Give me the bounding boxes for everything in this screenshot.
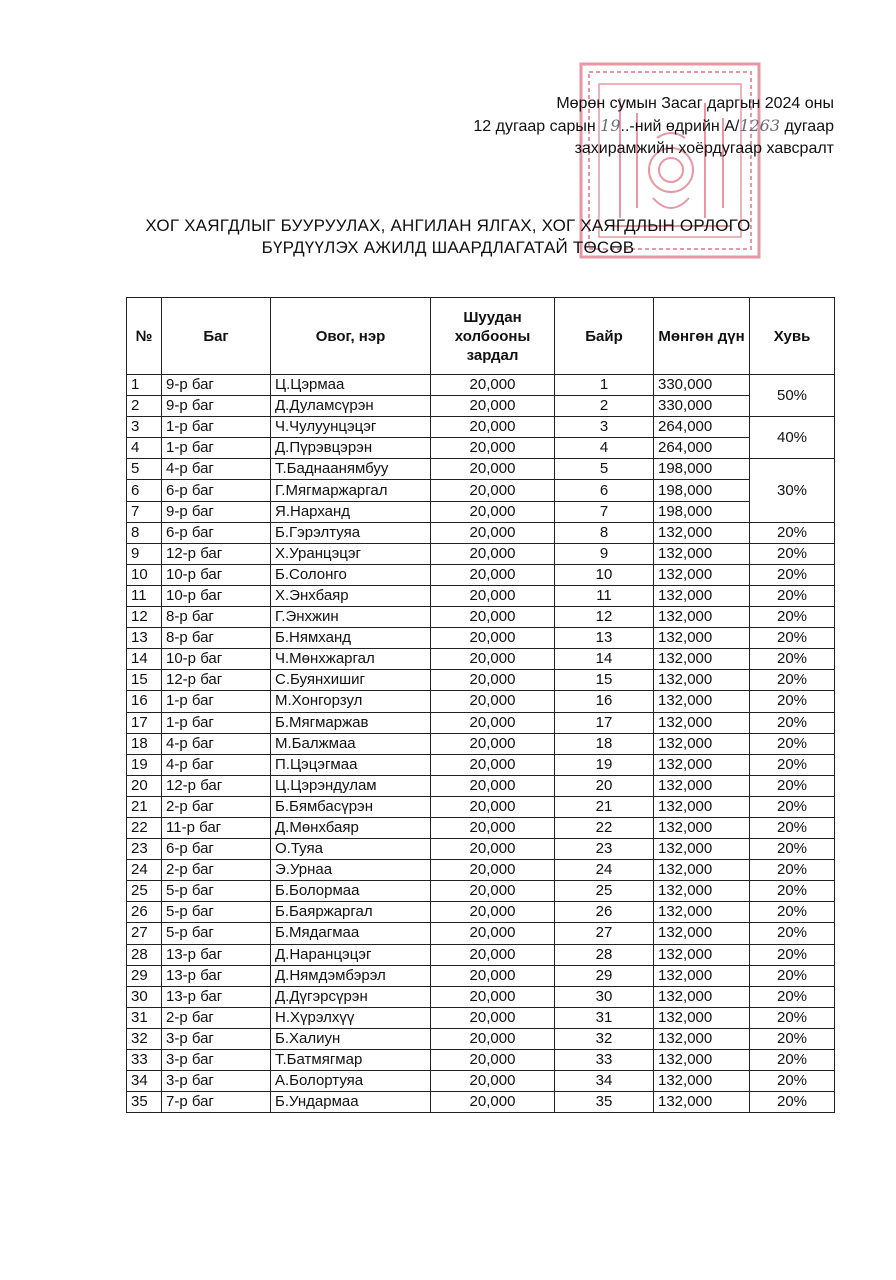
- bag-cell: 3-р баг: [162, 1050, 271, 1071]
- share-cell: 20%: [750, 628, 835, 649]
- row-number: 29: [127, 965, 162, 986]
- annex-note-line-2: [473, 115, 834, 138]
- bag-cell: 13-р баг: [162, 965, 271, 986]
- amount-cell: 264,000: [654, 417, 750, 438]
- header-share: Хувь: [750, 298, 835, 375]
- header-rank: Байр: [555, 298, 654, 375]
- amount-cell: 330,000: [654, 396, 750, 417]
- postal-cost-cell: 20,000: [431, 1092, 555, 1113]
- rank-cell: 16: [555, 691, 654, 712]
- bag-cell: 6-р баг: [162, 839, 271, 860]
- amount-cell: 132,000: [654, 628, 750, 649]
- row-number: 26: [127, 902, 162, 923]
- row-number: 30: [127, 986, 162, 1007]
- name-cell: Г.Мягмаржаргал: [271, 480, 431, 501]
- share-cell: 20%: [750, 522, 835, 543]
- name-cell: А.Болортуяа: [271, 1071, 431, 1092]
- rank-cell: 27: [555, 923, 654, 944]
- rank-cell: 8: [555, 522, 654, 543]
- bag-cell: 12-р баг: [162, 775, 271, 796]
- postal-cost-cell: 20,000: [431, 417, 555, 438]
- table-row: [127, 986, 835, 1007]
- name-cell: М.Хонгорзул: [271, 691, 431, 712]
- bag-cell: 10-р баг: [162, 564, 271, 585]
- table-row: [127, 438, 835, 459]
- name-cell: Б.Баяржаргал: [271, 902, 431, 923]
- amount-cell: 132,000: [654, 1071, 750, 1092]
- name-cell: Г.Энхжин: [271, 607, 431, 628]
- name-cell: Б.Халиун: [271, 1028, 431, 1049]
- share-cell: 20%: [750, 733, 835, 754]
- postal-cost-cell: 20,000: [431, 607, 555, 628]
- bag-cell: 6-р баг: [162, 522, 271, 543]
- postal-cost-cell: 20,000: [431, 860, 555, 881]
- annex-note-line-2-start: 12 дугаар сарын: [473, 118, 601, 135]
- share-cell: 20%: [750, 670, 835, 691]
- rank-cell: 21: [555, 796, 654, 817]
- amount-cell: 132,000: [654, 881, 750, 902]
- share-cell: 20%: [750, 585, 835, 606]
- rank-cell: 15: [555, 670, 654, 691]
- amount-cell: 132,000: [654, 670, 750, 691]
- document-title-line-2: БҮРДҮҮЛЭХ АЖИЛД ШААРДЛАГАТАЙ ТӨСӨВ: [261, 238, 635, 257]
- bag-cell: 10-р баг: [162, 649, 271, 670]
- table-row: [127, 417, 835, 438]
- postal-cost-cell: 20,000: [431, 902, 555, 923]
- name-cell: О.Туяа: [271, 839, 431, 860]
- rank-cell: 28: [555, 944, 654, 965]
- name-cell: Д.Пүрэвцэрэн: [271, 438, 431, 459]
- table-row: [127, 733, 835, 754]
- name-cell: Б.Гэрэлтуяа: [271, 522, 431, 543]
- postal-cost-cell: 20,000: [431, 754, 555, 775]
- amount-cell: 198,000: [654, 480, 750, 501]
- bag-cell: 4-р баг: [162, 754, 271, 775]
- table-row: [127, 585, 835, 606]
- amount-cell: 132,000: [654, 691, 750, 712]
- amount-cell: 132,000: [654, 607, 750, 628]
- share-cell: 20%: [750, 839, 835, 860]
- postal-cost-cell: 20,000: [431, 1028, 555, 1049]
- table-row: [127, 607, 835, 628]
- name-cell: Б.Мядагмаа: [271, 923, 431, 944]
- bag-cell: 13-р баг: [162, 986, 271, 1007]
- rank-cell: 26: [555, 902, 654, 923]
- row-number: 25: [127, 881, 162, 902]
- rank-cell: 2: [555, 396, 654, 417]
- bag-cell: 2-р баг: [162, 796, 271, 817]
- amount-cell: 330,000: [654, 375, 750, 396]
- amount-cell: 132,000: [654, 796, 750, 817]
- amount-cell: 132,000: [654, 965, 750, 986]
- bag-cell: 8-р баг: [162, 607, 271, 628]
- bag-cell: 5-р баг: [162, 923, 271, 944]
- bag-cell: 1-р баг: [162, 691, 271, 712]
- row-number: 28: [127, 944, 162, 965]
- share-cell: 20%: [750, 1092, 835, 1113]
- postal-cost-cell: 20,000: [431, 375, 555, 396]
- table-row: [127, 944, 835, 965]
- table-row: [127, 564, 835, 585]
- rank-cell: 11: [555, 585, 654, 606]
- postal-cost-cell: 20,000: [431, 839, 555, 860]
- postal-cost-cell: 20,000: [431, 522, 555, 543]
- table-row: [127, 881, 835, 902]
- row-number: 5: [127, 459, 162, 480]
- amount-cell: 132,000: [654, 839, 750, 860]
- postal-cost-cell: 20,000: [431, 691, 555, 712]
- row-number: 2: [127, 396, 162, 417]
- bag-cell: 1-р баг: [162, 417, 271, 438]
- header-postal-cost: Шуудан холбооны зардал: [431, 298, 555, 375]
- rank-cell: 13: [555, 628, 654, 649]
- postal-cost-cell: 20,000: [431, 501, 555, 522]
- table-row: [127, 375, 835, 396]
- postal-cost-cell: 20,000: [431, 733, 555, 754]
- rank-cell: 24: [555, 860, 654, 881]
- table-row: [127, 1050, 835, 1071]
- rank-cell: 30: [555, 986, 654, 1007]
- name-cell: Ч.Чулуунцэцэг: [271, 417, 431, 438]
- bag-cell: 9-р баг: [162, 396, 271, 417]
- postal-cost-cell: 20,000: [431, 817, 555, 838]
- amount-cell: 132,000: [654, 543, 750, 564]
- rank-cell: 29: [555, 965, 654, 986]
- name-cell: Н.Хүрэлхүү: [271, 1007, 431, 1028]
- table-row: [127, 1092, 835, 1113]
- rank-cell: 33: [555, 1050, 654, 1071]
- rank-cell: 17: [555, 712, 654, 733]
- table-row: [127, 649, 835, 670]
- rank-cell: 5: [555, 459, 654, 480]
- row-number: 31: [127, 1007, 162, 1028]
- table-row: [127, 691, 835, 712]
- amount-cell: 198,000: [654, 459, 750, 480]
- name-cell: Д.Дуламсүрэн: [271, 396, 431, 417]
- row-number: 10: [127, 564, 162, 585]
- share-cell: 20%: [750, 944, 835, 965]
- name-cell: Э.Урнаа: [271, 860, 431, 881]
- handwritten-day: 19: [600, 116, 621, 135]
- document-annex-note: [473, 93, 834, 160]
- name-cell: Б.Ундармаа: [271, 1092, 431, 1113]
- name-cell: С.Буянхишиг: [271, 670, 431, 691]
- table-row: [127, 754, 835, 775]
- row-number: 22: [127, 817, 162, 838]
- table-row: [127, 628, 835, 649]
- header-name: Овог, нэр: [271, 298, 431, 375]
- row-number: 8: [127, 522, 162, 543]
- row-number: 7: [127, 501, 162, 522]
- rank-cell: 18: [555, 733, 654, 754]
- table-row: [127, 501, 835, 522]
- name-cell: Б.Болормаа: [271, 881, 431, 902]
- bag-cell: 12-р баг: [162, 543, 271, 564]
- row-number: 15: [127, 670, 162, 691]
- annex-note-line-2-mid: ..-ний өдрийн А/: [620, 118, 740, 135]
- table-row: [127, 712, 835, 733]
- name-cell: Х.Энхбаяр: [271, 585, 431, 606]
- amount-cell: 132,000: [654, 1092, 750, 1113]
- share-cell: 20%: [750, 564, 835, 585]
- row-number: 9: [127, 543, 162, 564]
- name-cell: Д.Дүгэрсүрэн: [271, 986, 431, 1007]
- share-cell: 20%: [750, 543, 835, 564]
- document-title-line-1: ХОГ ХАЯГДЛЫГ БУУРУУЛАХ, АНГИЛАН ЯЛГАХ, ХОГ ХАЯГДЛЫН ОРЛОГО: [145, 216, 751, 235]
- amount-cell: 132,000: [654, 1028, 750, 1049]
- table-row: [127, 670, 835, 691]
- postal-cost-cell: 20,000: [431, 459, 555, 480]
- rank-cell: 25: [555, 881, 654, 902]
- table-row: [127, 522, 835, 543]
- amount-cell: 132,000: [654, 1050, 750, 1071]
- name-cell: Т.Батмягмар: [271, 1050, 431, 1071]
- rank-cell: 3: [555, 417, 654, 438]
- share-cell: 20%: [750, 817, 835, 838]
- postal-cost-cell: 20,000: [431, 881, 555, 902]
- rank-cell: 4: [555, 438, 654, 459]
- row-number: 3: [127, 417, 162, 438]
- rank-cell: 32: [555, 1028, 654, 1049]
- share-cell: 20%: [750, 796, 835, 817]
- rank-cell: 19: [555, 754, 654, 775]
- row-number: 21: [127, 796, 162, 817]
- name-cell: Б.Бямбасүрэн: [271, 796, 431, 817]
- bag-cell: 1-р баг: [162, 712, 271, 733]
- amount-cell: 132,000: [654, 733, 750, 754]
- postal-cost-cell: 20,000: [431, 796, 555, 817]
- bag-cell: 11-р баг: [162, 817, 271, 838]
- share-cell: 20%: [750, 965, 835, 986]
- table-row: [127, 459, 835, 480]
- row-number: 17: [127, 712, 162, 733]
- rank-cell: 35: [555, 1092, 654, 1113]
- row-number: 20: [127, 775, 162, 796]
- row-number: 32: [127, 1028, 162, 1049]
- bag-cell: 1-р баг: [162, 438, 271, 459]
- postal-cost-cell: 20,000: [431, 628, 555, 649]
- postal-cost-cell: 20,000: [431, 438, 555, 459]
- postal-cost-cell: 20,000: [431, 543, 555, 564]
- share-cell: 20%: [750, 923, 835, 944]
- name-cell: Б.Мягмаржав: [271, 712, 431, 733]
- postal-cost-cell: 20,000: [431, 712, 555, 733]
- table-row: [127, 817, 835, 838]
- table-row: [127, 1071, 835, 1092]
- header-number: №: [127, 298, 162, 375]
- row-number: 14: [127, 649, 162, 670]
- row-number: 34: [127, 1071, 162, 1092]
- name-cell: Б.Нямханд: [271, 628, 431, 649]
- row-number: 35: [127, 1092, 162, 1113]
- table-row: [127, 1007, 835, 1028]
- rank-cell: 22: [555, 817, 654, 838]
- rank-cell: 12: [555, 607, 654, 628]
- bag-cell: 5-р баг: [162, 902, 271, 923]
- name-cell: Б.Солонго: [271, 564, 431, 585]
- amount-cell: 132,000: [654, 522, 750, 543]
- amount-cell: 132,000: [654, 649, 750, 670]
- rank-cell: 20: [555, 775, 654, 796]
- postal-cost-cell: 20,000: [431, 944, 555, 965]
- name-cell: Ч.Мөнхжаргал: [271, 649, 431, 670]
- table-header-row: [127, 298, 835, 375]
- postal-cost-cell: 20,000: [431, 670, 555, 691]
- bag-cell: 5-р баг: [162, 881, 271, 902]
- share-cell: 20%: [750, 775, 835, 796]
- bag-cell: 9-р баг: [162, 501, 271, 522]
- share-cell: 20%: [750, 754, 835, 775]
- bag-cell: 6-р баг: [162, 480, 271, 501]
- share-cell: 20%: [750, 1071, 835, 1092]
- row-number: 23: [127, 839, 162, 860]
- table-row: [127, 902, 835, 923]
- row-number: 27: [127, 923, 162, 944]
- annex-note-line-1: Мөрөн сумын Засаг даргын 2024 оны: [556, 95, 834, 112]
- postal-cost-cell: 20,000: [431, 965, 555, 986]
- amount-cell: 132,000: [654, 775, 750, 796]
- row-number: 33: [127, 1050, 162, 1071]
- amount-cell: 132,000: [654, 944, 750, 965]
- share-cell-merged: 30%: [750, 459, 835, 522]
- bag-cell: 8-р баг: [162, 628, 271, 649]
- postal-cost-cell: 20,000: [431, 396, 555, 417]
- share-cell-merged: 50%: [750, 375, 835, 417]
- share-cell: 20%: [750, 691, 835, 712]
- bag-cell: 3-р баг: [162, 1071, 271, 1092]
- bag-cell: 12-р баг: [162, 670, 271, 691]
- name-cell: Я.Нарханд: [271, 501, 431, 522]
- table-row: [127, 965, 835, 986]
- amount-cell: 132,000: [654, 754, 750, 775]
- bag-cell: 13-р баг: [162, 944, 271, 965]
- share-cell: 20%: [750, 986, 835, 1007]
- amount-cell: 132,000: [654, 817, 750, 838]
- table-row: [127, 396, 835, 417]
- table-row: [127, 923, 835, 944]
- row-number: 11: [127, 585, 162, 606]
- postal-cost-cell: 20,000: [431, 986, 555, 1007]
- share-cell: 20%: [750, 1050, 835, 1071]
- document-title: [0, 215, 896, 259]
- share-cell: 20%: [750, 860, 835, 881]
- rank-cell: 10: [555, 564, 654, 585]
- name-cell: Х.Уранцэцэг: [271, 543, 431, 564]
- rank-cell: 34: [555, 1071, 654, 1092]
- bag-cell: 10-р баг: [162, 585, 271, 606]
- postal-cost-cell: 20,000: [431, 923, 555, 944]
- amount-cell: 132,000: [654, 712, 750, 733]
- amount-cell: 132,000: [654, 923, 750, 944]
- table-row: [127, 1028, 835, 1049]
- name-cell: Ц.Цэрмаа: [271, 375, 431, 396]
- name-cell: Т.Баднаанямбуу: [271, 459, 431, 480]
- postal-cost-cell: 20,000: [431, 1050, 555, 1071]
- share-cell: 20%: [750, 1007, 835, 1028]
- name-cell: М.Балжмаа: [271, 733, 431, 754]
- rank-cell: 6: [555, 480, 654, 501]
- bag-cell: 7-р баг: [162, 1092, 271, 1113]
- bag-cell: 3-р баг: [162, 1028, 271, 1049]
- share-cell: 20%: [750, 649, 835, 670]
- annex-note-line-2-end: дугаар: [780, 118, 834, 135]
- postal-cost-cell: 20,000: [431, 1007, 555, 1028]
- name-cell: Ц.Цэрэндулам: [271, 775, 431, 796]
- table-row: [127, 796, 835, 817]
- annex-note-line-3: захирамжийн хоёрдугаар хавсралт: [574, 140, 834, 157]
- rank-cell: 1: [555, 375, 654, 396]
- bag-cell: 2-р баг: [162, 860, 271, 881]
- row-number: 16: [127, 691, 162, 712]
- name-cell: П.Цэцэгмаа: [271, 754, 431, 775]
- postal-cost-cell: 20,000: [431, 585, 555, 606]
- bag-cell: 2-р баг: [162, 1007, 271, 1028]
- name-cell: Д.Наранцэцэг: [271, 944, 431, 965]
- rank-cell: 31: [555, 1007, 654, 1028]
- row-number: 12: [127, 607, 162, 628]
- share-cell: 20%: [750, 607, 835, 628]
- postal-cost-cell: 20,000: [431, 1071, 555, 1092]
- name-cell: Д.Мөнхбаяр: [271, 817, 431, 838]
- share-cell: 20%: [750, 881, 835, 902]
- rank-cell: 23: [555, 839, 654, 860]
- table-row: [127, 775, 835, 796]
- share-cell: 20%: [750, 902, 835, 923]
- share-cell: 20%: [750, 1028, 835, 1049]
- amount-cell: 132,000: [654, 860, 750, 881]
- bag-cell: 4-р баг: [162, 733, 271, 754]
- budget-table: [126, 297, 835, 1113]
- header-bag: Баг: [162, 298, 271, 375]
- row-number: 19: [127, 754, 162, 775]
- header-amount: Мөнгөн дүн: [654, 298, 750, 375]
- row-number: 18: [127, 733, 162, 754]
- bag-cell: 4-р баг: [162, 459, 271, 480]
- amount-cell: 132,000: [654, 902, 750, 923]
- amount-cell: 132,000: [654, 1007, 750, 1028]
- name-cell: Д.Нямдэмбэрэл: [271, 965, 431, 986]
- amount-cell: 132,000: [654, 564, 750, 585]
- row-number: 13: [127, 628, 162, 649]
- postal-cost-cell: 20,000: [431, 649, 555, 670]
- postal-cost-cell: 20,000: [431, 775, 555, 796]
- row-number: 24: [127, 860, 162, 881]
- amount-cell: 198,000: [654, 501, 750, 522]
- postal-cost-cell: 20,000: [431, 480, 555, 501]
- bag-cell: 9-р баг: [162, 375, 271, 396]
- share-cell: 20%: [750, 712, 835, 733]
- postal-cost-cell: 20,000: [431, 564, 555, 585]
- rank-cell: 14: [555, 649, 654, 670]
- table-row: [127, 543, 835, 564]
- handwritten-order-number: 1263: [739, 116, 781, 135]
- rank-cell: 7: [555, 501, 654, 522]
- amount-cell: 264,000: [654, 438, 750, 459]
- table-row: [127, 480, 835, 501]
- rank-cell: 9: [555, 543, 654, 564]
- table-row: [127, 839, 835, 860]
- row-number: 1: [127, 375, 162, 396]
- row-number: 6: [127, 480, 162, 501]
- amount-cell: 132,000: [654, 986, 750, 1007]
- share-cell-merged: 40%: [750, 417, 835, 459]
- table-row: [127, 860, 835, 881]
- row-number: 4: [127, 438, 162, 459]
- amount-cell: 132,000: [654, 585, 750, 606]
